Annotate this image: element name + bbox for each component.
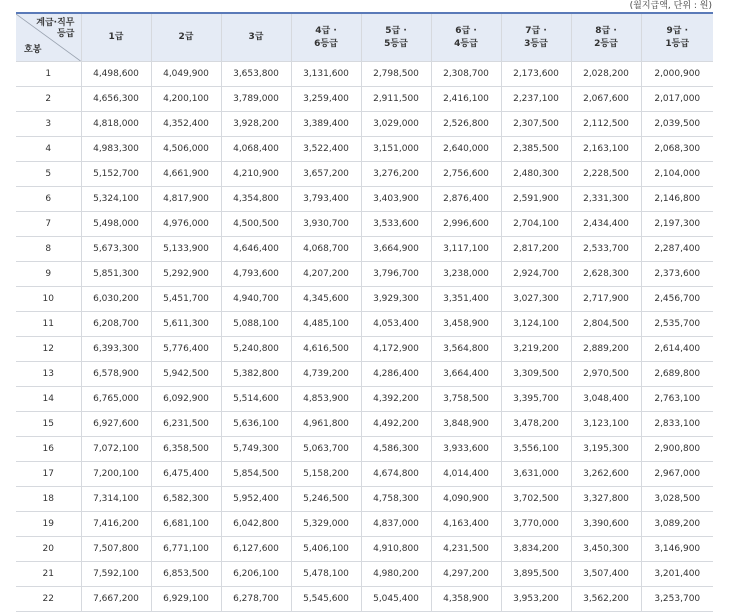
step-cell: 20 bbox=[16, 537, 81, 562]
header-corner-cell bbox=[16, 13, 81, 62]
salary-cell: 2,798,500 bbox=[361, 62, 431, 87]
salary-cell: 7,416,200 bbox=[81, 512, 151, 537]
salary-cell: 4,231,500 bbox=[431, 537, 501, 562]
salary-cell: 2,146,800 bbox=[641, 187, 713, 212]
salary-cell: 2,689,800 bbox=[641, 362, 713, 387]
salary-cell: 3,403,900 bbox=[361, 187, 431, 212]
salary-cell: 2,385,500 bbox=[501, 137, 571, 162]
column-header-line1: 1급 bbox=[108, 32, 124, 42]
salary-cell: 7,314,100 bbox=[81, 487, 151, 512]
salary-cell: 5,942,500 bbox=[151, 362, 221, 387]
column-header-line2: 5등급 bbox=[384, 38, 408, 49]
salary-cell: 2,028,200 bbox=[571, 62, 641, 87]
salary-cell: 3,793,400 bbox=[291, 187, 361, 212]
salary-cell: 2,104,000 bbox=[641, 162, 713, 187]
salary-cell: 3,789,000 bbox=[221, 87, 291, 112]
salary-cell: 2,197,300 bbox=[641, 212, 713, 237]
salary-cell: 3,556,100 bbox=[501, 437, 571, 462]
salary-cell: 2,331,300 bbox=[571, 187, 641, 212]
salary-cell: 3,028,500 bbox=[641, 487, 713, 512]
salary-cell: 7,592,100 bbox=[81, 562, 151, 587]
corner-grade-label: 등급 bbox=[57, 29, 75, 39]
salary-cell: 5,636,100 bbox=[221, 412, 291, 437]
salary-cell: 5,152,700 bbox=[81, 162, 151, 187]
table-row bbox=[16, 337, 713, 362]
salary-cell: 2,416,100 bbox=[431, 87, 501, 112]
salary-cell: 4,354,800 bbox=[221, 187, 291, 212]
salary-cell: 2,017,000 bbox=[641, 87, 713, 112]
salary-cell: 3,953,200 bbox=[501, 587, 571, 612]
table-row bbox=[16, 387, 713, 412]
step-cell: 11 bbox=[16, 312, 81, 337]
salary-cell: 2,307,500 bbox=[501, 112, 571, 137]
column-header bbox=[291, 13, 361, 62]
salary-cell: 4,506,000 bbox=[151, 137, 221, 162]
salary-cell: 2,591,900 bbox=[501, 187, 571, 212]
salary-cell: 2,817,200 bbox=[501, 237, 571, 262]
salary-cell: 4,976,000 bbox=[151, 212, 221, 237]
column-header-line1: 2급 bbox=[178, 32, 194, 42]
salary-cell: 6,771,100 bbox=[151, 537, 221, 562]
step-cell: 15 bbox=[16, 412, 81, 437]
table-row bbox=[16, 412, 713, 437]
salary-cell: 6,927,600 bbox=[81, 412, 151, 437]
table-row bbox=[16, 512, 713, 537]
table-row bbox=[16, 587, 713, 612]
step-cell: 3 bbox=[16, 112, 81, 137]
step-cell: 4 bbox=[16, 137, 81, 162]
salary-cell: 5,673,300 bbox=[81, 237, 151, 262]
column-header-line1: 7급 · bbox=[525, 25, 547, 36]
header-corner-top-label bbox=[36, 18, 74, 40]
salary-cell: 6,765,000 bbox=[81, 387, 151, 412]
salary-cell: 3,657,200 bbox=[291, 162, 361, 187]
step-cell: 7 bbox=[16, 212, 81, 237]
salary-cell: 7,200,100 bbox=[81, 462, 151, 487]
salary-cell: 4,200,100 bbox=[151, 87, 221, 112]
salary-cell: 2,237,100 bbox=[501, 87, 571, 112]
salary-cell: 4,358,900 bbox=[431, 587, 501, 612]
salary-cell: 3,522,400 bbox=[291, 137, 361, 162]
salary-cell: 4,961,800 bbox=[291, 412, 361, 437]
salary-cell: 2,308,700 bbox=[431, 62, 501, 87]
salary-cell: 2,163,100 bbox=[571, 137, 641, 162]
salary-cell: 4,053,400 bbox=[361, 312, 431, 337]
salary-cell: 3,930,700 bbox=[291, 212, 361, 237]
salary-cell: 3,562,200 bbox=[571, 587, 641, 612]
salary-cell: 4,163,400 bbox=[431, 512, 501, 537]
salary-cell: 4,586,300 bbox=[361, 437, 431, 462]
column-header-line1: 8급 · bbox=[595, 25, 617, 36]
table-row bbox=[16, 287, 713, 312]
salary-cell: 4,500,500 bbox=[221, 212, 291, 237]
salary-cell: 5,545,600 bbox=[291, 587, 361, 612]
salary-cell: 5,382,800 bbox=[221, 362, 291, 387]
salary-cell: 4,983,300 bbox=[81, 137, 151, 162]
salary-cell: 5,240,800 bbox=[221, 337, 291, 362]
table-row bbox=[16, 437, 713, 462]
salary-cell: 2,640,000 bbox=[431, 137, 501, 162]
column-header bbox=[361, 13, 431, 62]
salary-cell: 2,067,600 bbox=[571, 87, 641, 112]
column-header-line1: 5급 · bbox=[385, 25, 407, 36]
salary-cell: 6,393,300 bbox=[81, 337, 151, 362]
table-row bbox=[16, 112, 713, 137]
salary-cell: 6,358,500 bbox=[151, 437, 221, 462]
salary-cell: 5,133,900 bbox=[151, 237, 221, 262]
salary-cell: 5,498,000 bbox=[81, 212, 151, 237]
salary-cell: 4,674,800 bbox=[361, 462, 431, 487]
salary-cell: 5,749,300 bbox=[221, 437, 291, 462]
table-row bbox=[16, 62, 713, 87]
salary-cell: 4,286,400 bbox=[361, 362, 431, 387]
salary-table bbox=[16, 12, 713, 612]
salary-cell: 2,039,500 bbox=[641, 112, 713, 137]
step-cell: 19 bbox=[16, 512, 81, 537]
salary-cell: 3,848,900 bbox=[431, 412, 501, 437]
header-row bbox=[16, 13, 713, 62]
salary-cell: 6,929,100 bbox=[151, 587, 221, 612]
salary-cell: 6,231,500 bbox=[151, 412, 221, 437]
salary-cell: 3,048,400 bbox=[571, 387, 641, 412]
column-header-line2: 6등급 bbox=[314, 38, 338, 49]
step-cell: 9 bbox=[16, 262, 81, 287]
salary-cell: 2,717,900 bbox=[571, 287, 641, 312]
salary-cell: 5,292,900 bbox=[151, 262, 221, 287]
salary-cell: 2,526,800 bbox=[431, 112, 501, 137]
salary-cell: 2,970,500 bbox=[571, 362, 641, 387]
salary-cell: 3,928,200 bbox=[221, 112, 291, 137]
table-row bbox=[16, 312, 713, 337]
salary-cell: 5,451,700 bbox=[151, 287, 221, 312]
salary-cell: 4,297,200 bbox=[431, 562, 501, 587]
table-row bbox=[16, 137, 713, 162]
salary-cell: 3,702,500 bbox=[501, 487, 571, 512]
salary-cell: 6,030,200 bbox=[81, 287, 151, 312]
salary-cell: 3,564,800 bbox=[431, 337, 501, 362]
column-header bbox=[221, 13, 291, 62]
table-row bbox=[16, 487, 713, 512]
table-row bbox=[16, 537, 713, 562]
salary-cell: 6,278,700 bbox=[221, 587, 291, 612]
salary-cell: 2,833,100 bbox=[641, 412, 713, 437]
salary-cell: 4,492,200 bbox=[361, 412, 431, 437]
salary-cell: 5,514,600 bbox=[221, 387, 291, 412]
salary-cell: 5,329,000 bbox=[291, 512, 361, 537]
salary-cell: 3,533,600 bbox=[361, 212, 431, 237]
salary-cell: 3,259,400 bbox=[291, 87, 361, 112]
salary-cell: 5,611,300 bbox=[151, 312, 221, 337]
salary-cell: 4,210,900 bbox=[221, 162, 291, 187]
salary-cell: 2,996,600 bbox=[431, 212, 501, 237]
step-cell: 17 bbox=[16, 462, 81, 487]
salary-cell: 2,456,700 bbox=[641, 287, 713, 312]
salary-cell: 6,092,900 bbox=[151, 387, 221, 412]
salary-cell: 4,392,200 bbox=[361, 387, 431, 412]
salary-cell: 3,238,000 bbox=[431, 262, 501, 287]
table-row bbox=[16, 262, 713, 287]
salary-cell: 4,980,200 bbox=[361, 562, 431, 587]
table-row bbox=[16, 87, 713, 112]
column-header-line2: 1등급 bbox=[665, 38, 690, 49]
salary-cell: 4,068,700 bbox=[291, 237, 361, 262]
step-cell: 12 bbox=[16, 337, 81, 362]
salary-cell: 2,228,500 bbox=[571, 162, 641, 187]
salary-cell: 3,796,700 bbox=[361, 262, 431, 287]
salary-cell: 4,616,500 bbox=[291, 337, 361, 362]
table-row bbox=[16, 562, 713, 587]
step-cell: 18 bbox=[16, 487, 81, 512]
salary-cell: 5,158,200 bbox=[291, 462, 361, 487]
salary-cell: 3,276,200 bbox=[361, 162, 431, 187]
step-cell: 2 bbox=[16, 87, 81, 112]
salary-cell: 2,911,500 bbox=[361, 87, 431, 112]
salary-cell: 6,206,100 bbox=[221, 562, 291, 587]
salary-cell: 4,940,700 bbox=[221, 287, 291, 312]
salary-cell: 2,876,400 bbox=[431, 187, 501, 212]
step-cell: 21 bbox=[16, 562, 81, 587]
salary-cell: 3,027,300 bbox=[501, 287, 571, 312]
salary-cell: 2,889,200 bbox=[571, 337, 641, 362]
salary-cell: 7,667,200 bbox=[81, 587, 151, 612]
salary-cell: 4,739,200 bbox=[291, 362, 361, 387]
column-header bbox=[501, 13, 571, 62]
salary-cell: 3,389,400 bbox=[291, 112, 361, 137]
salary-cell: 5,776,400 bbox=[151, 337, 221, 362]
salary-cell: 4,014,400 bbox=[431, 462, 501, 487]
salary-cell: 3,309,500 bbox=[501, 362, 571, 387]
step-cell: 13 bbox=[16, 362, 81, 387]
table-row bbox=[16, 462, 713, 487]
salary-cell: 3,450,300 bbox=[571, 537, 641, 562]
salary-cell: 3,201,400 bbox=[641, 562, 713, 587]
header-corner-step-label: 호봉 bbox=[24, 45, 42, 55]
salary-cell: 6,582,300 bbox=[151, 487, 221, 512]
salary-cell: 3,664,900 bbox=[361, 237, 431, 262]
salary-cell: 4,345,600 bbox=[291, 287, 361, 312]
column-header bbox=[81, 13, 151, 62]
salary-cell: 3,933,600 bbox=[431, 437, 501, 462]
salary-cell: 2,434,400 bbox=[571, 212, 641, 237]
salary-cell: 4,853,900 bbox=[291, 387, 361, 412]
step-cell: 14 bbox=[16, 387, 81, 412]
table-header bbox=[16, 13, 713, 62]
salary-cell: 5,324,100 bbox=[81, 187, 151, 212]
step-cell: 1 bbox=[16, 62, 81, 87]
salary-cell: 2,804,500 bbox=[571, 312, 641, 337]
step-cell: 6 bbox=[16, 187, 81, 212]
salary-cell: 2,628,300 bbox=[571, 262, 641, 287]
salary-cell: 4,049,900 bbox=[151, 62, 221, 87]
salary-cell: 4,498,600 bbox=[81, 62, 151, 87]
salary-cell: 4,207,200 bbox=[291, 262, 361, 287]
salary-cell: 3,117,100 bbox=[431, 237, 501, 262]
salary-cell: 5,851,300 bbox=[81, 262, 151, 287]
salary-cell: 2,535,700 bbox=[641, 312, 713, 337]
column-header-line2: 3등급 bbox=[524, 38, 548, 49]
salary-cell: 3,029,000 bbox=[361, 112, 431, 137]
table-row bbox=[16, 187, 713, 212]
salary-cell: 4,661,900 bbox=[151, 162, 221, 187]
step-cell: 22 bbox=[16, 587, 81, 612]
column-header-line1: 3급 bbox=[248, 32, 264, 42]
salary-cell: 4,910,800 bbox=[361, 537, 431, 562]
salary-cell: 3,758,500 bbox=[431, 387, 501, 412]
column-header-line1: 6급 · bbox=[455, 25, 477, 36]
salary-cell: 2,533,700 bbox=[571, 237, 641, 262]
salary-cell: 4,068,400 bbox=[221, 137, 291, 162]
salary-cell: 5,952,400 bbox=[221, 487, 291, 512]
salary-cell: 6,681,100 bbox=[151, 512, 221, 537]
salary-cell: 2,614,400 bbox=[641, 337, 713, 362]
salary-cell: 7,072,100 bbox=[81, 437, 151, 462]
column-header-line1: 4급 · bbox=[315, 25, 337, 36]
salary-cell: 3,653,800 bbox=[221, 62, 291, 87]
column-header-line2: 4등급 bbox=[454, 38, 478, 49]
salary-cell: 5,246,500 bbox=[291, 487, 361, 512]
table-row bbox=[16, 237, 713, 262]
salary-cell: 3,895,500 bbox=[501, 562, 571, 587]
salary-cell: 5,088,100 bbox=[221, 312, 291, 337]
column-header-line1: 9급 · bbox=[666, 25, 688, 36]
salary-cell: 4,646,400 bbox=[221, 237, 291, 262]
salary-cell: 3,458,900 bbox=[431, 312, 501, 337]
salary-cell: 3,124,100 bbox=[501, 312, 571, 337]
salary-cell: 3,834,200 bbox=[501, 537, 571, 562]
salary-cell: 2,763,100 bbox=[641, 387, 713, 412]
salary-cell: 5,854,500 bbox=[221, 462, 291, 487]
salary-cell: 6,127,600 bbox=[221, 537, 291, 562]
salary-cell: 3,219,200 bbox=[501, 337, 571, 362]
salary-cell: 3,123,100 bbox=[571, 412, 641, 437]
salary-cell: 2,373,600 bbox=[641, 262, 713, 287]
unit-note: (월지급액, 단위 : 원) bbox=[629, 1, 712, 11]
salary-cell: 2,704,100 bbox=[501, 212, 571, 237]
salary-cell: 4,758,300 bbox=[361, 487, 431, 512]
salary-cell: 3,929,300 bbox=[361, 287, 431, 312]
salary-cell: 3,327,800 bbox=[571, 487, 641, 512]
salary-cell: 3,664,400 bbox=[431, 362, 501, 387]
salary-cell: 4,172,900 bbox=[361, 337, 431, 362]
salary-cell: 6,475,400 bbox=[151, 462, 221, 487]
salary-cell: 2,480,300 bbox=[501, 162, 571, 187]
salary-cell: 3,507,400 bbox=[571, 562, 641, 587]
step-cell: 16 bbox=[16, 437, 81, 462]
step-cell: 5 bbox=[16, 162, 81, 187]
salary-cell: 3,089,200 bbox=[641, 512, 713, 537]
salary-cell: 2,112,500 bbox=[571, 112, 641, 137]
table-row bbox=[16, 162, 713, 187]
salary-cell: 4,656,300 bbox=[81, 87, 151, 112]
salary-cell: 2,000,900 bbox=[641, 62, 713, 87]
salary-cell: 3,478,200 bbox=[501, 412, 571, 437]
salary-cell: 7,507,800 bbox=[81, 537, 151, 562]
salary-cell: 4,090,900 bbox=[431, 487, 501, 512]
column-header bbox=[431, 13, 501, 62]
salary-cell: 3,631,000 bbox=[501, 462, 571, 487]
column-header bbox=[571, 13, 641, 62]
salary-cell: 4,817,900 bbox=[151, 187, 221, 212]
salary-cell: 3,146,900 bbox=[641, 537, 713, 562]
salary-cell: 2,173,600 bbox=[501, 62, 571, 87]
salary-cell: 6,042,800 bbox=[221, 512, 291, 537]
salary-cell: 2,756,600 bbox=[431, 162, 501, 187]
salary-cell: 3,395,700 bbox=[501, 387, 571, 412]
salary-cell: 4,818,000 bbox=[81, 112, 151, 137]
salary-cell: 3,131,600 bbox=[291, 62, 361, 87]
salary-cell: 4,837,000 bbox=[361, 512, 431, 537]
salary-cell: 3,253,700 bbox=[641, 587, 713, 612]
salary-cell: 5,063,700 bbox=[291, 437, 361, 462]
table-body bbox=[16, 62, 713, 612]
salary-cell: 5,045,400 bbox=[361, 587, 431, 612]
salary-cell: 2,967,000 bbox=[641, 462, 713, 487]
salary-cell: 3,351,400 bbox=[431, 287, 501, 312]
salary-cell: 2,287,400 bbox=[641, 237, 713, 262]
step-cell: 10 bbox=[16, 287, 81, 312]
corner-rank-label: 계급·직무 bbox=[36, 18, 75, 28]
salary-cell: 6,578,900 bbox=[81, 362, 151, 387]
salary-cell: 6,208,700 bbox=[81, 312, 151, 337]
salary-cell: 3,262,600 bbox=[571, 462, 641, 487]
salary-cell: 3,195,300 bbox=[571, 437, 641, 462]
salary-cell: 3,770,000 bbox=[501, 512, 571, 537]
salary-cell: 6,853,500 bbox=[151, 562, 221, 587]
salary-cell: 5,478,100 bbox=[291, 562, 361, 587]
table-row bbox=[16, 212, 713, 237]
column-header-line2: 2등급 bbox=[594, 38, 618, 49]
salary-cell: 3,390,600 bbox=[571, 512, 641, 537]
column-header bbox=[151, 13, 221, 62]
salary-cell: 4,793,600 bbox=[221, 262, 291, 287]
table-row bbox=[16, 362, 713, 387]
salary-cell: 2,900,800 bbox=[641, 437, 713, 462]
salary-cell: 4,352,400 bbox=[151, 112, 221, 137]
salary-cell: 2,068,300 bbox=[641, 137, 713, 162]
salary-cell: 4,485,100 bbox=[291, 312, 361, 337]
step-cell: 8 bbox=[16, 237, 81, 262]
salary-cell: 2,924,700 bbox=[501, 262, 571, 287]
column-header bbox=[641, 13, 713, 62]
salary-cell: 5,406,100 bbox=[291, 537, 361, 562]
salary-cell: 3,151,000 bbox=[361, 137, 431, 162]
